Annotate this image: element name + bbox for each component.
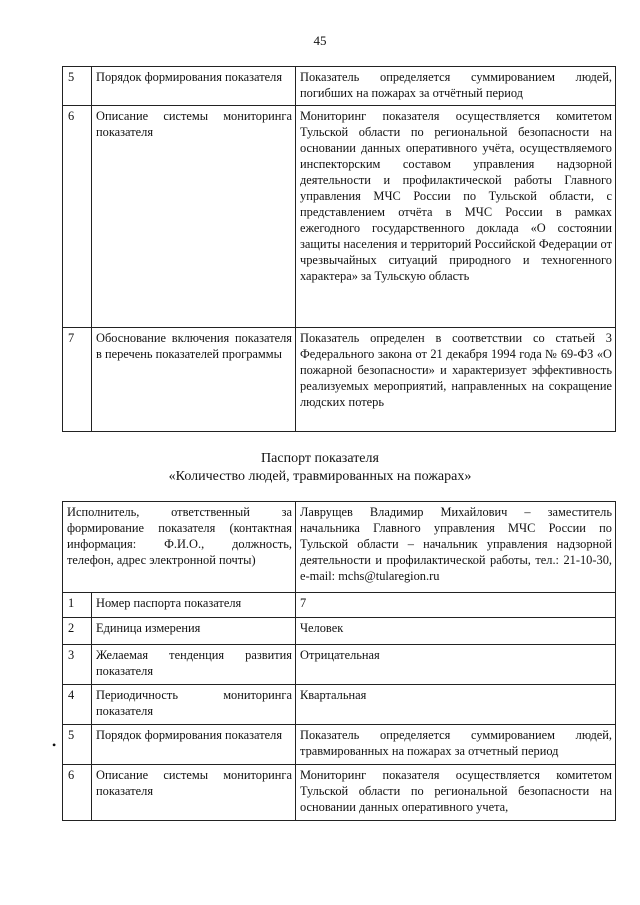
row-label: Номер паспорта показателя xyxy=(92,593,296,618)
row-label: Единица измерения xyxy=(92,618,296,645)
row-number: 6 xyxy=(63,765,92,821)
table-row xyxy=(63,593,616,618)
row-value: Отрицательная xyxy=(296,645,616,685)
row-value: Показатель определяется суммированием людей, погибших на пожарах за отчётный период xyxy=(296,67,616,106)
table-row xyxy=(63,502,616,593)
row-label: Описание системы мониторинга показателя xyxy=(92,765,296,821)
row-value: Мониторинг показателя осуществляется комитетом Тульской области по региональной безопасности на основании данных оперативного учёта, осуществляемого инспекторским составом управления надзорной деятельности и профилактической работы Главного управления МЧС России по Тульской области, с представлением отчёта в МЧС России в рамках ежегодного государственного доклада «О состоянии защиты населения и территорий Российской Федерации от чрезвычайных ситуаций природного и техногенного характера» за Тульскую область xyxy=(296,106,616,328)
top-indicator-table xyxy=(62,66,616,432)
table-row xyxy=(63,67,616,106)
row-value: Показатель определяется суммированием людей, травмированных на пожарах за отчетный период xyxy=(296,725,616,765)
row-label: Порядок формирования показателя xyxy=(92,67,296,106)
row-label: Описание системы мониторинга показателя xyxy=(92,106,296,328)
executor-value: Лаврущев Владимир Михайлович – заместитель начальника Главного управления МЧС России по Тульской области – начальник управления надзорной деятельности и профилактической работы, тел.: 21-10-30, e-mail: mchs@tularegion.ru xyxy=(296,502,616,593)
table-row xyxy=(63,645,616,685)
row-value: Квартальная xyxy=(296,685,616,725)
row-number: 1 xyxy=(63,593,92,618)
row-label: Обоснование включения показателя в перечень показателей программы xyxy=(92,328,296,432)
row-number: 4 xyxy=(63,685,92,725)
page-number: 45 xyxy=(313,33,327,48)
passport-title: Паспорт показателя xyxy=(261,451,379,466)
table-row xyxy=(63,685,616,725)
table-row xyxy=(63,765,616,821)
row-number: 6 xyxy=(63,106,92,328)
row-number: 5 xyxy=(63,725,92,765)
margin-mark: • xyxy=(52,738,57,752)
table-row xyxy=(63,725,616,765)
row-label: Порядок формирования показателя xyxy=(92,725,296,765)
table-row xyxy=(63,618,616,645)
table-row xyxy=(63,106,616,328)
row-value: Человек xyxy=(296,618,616,645)
row-value: Мониторинг показателя осуществляется комитетом Тульской области по региональной безопасности на основании данных оперативного учета, xyxy=(296,765,616,821)
row-number: 7 xyxy=(63,328,92,432)
row-number: 3 xyxy=(63,645,92,685)
passport-table xyxy=(62,501,616,821)
table-row xyxy=(63,328,616,432)
executor-label: Исполнитель, ответственный за формирование показателя (контактная информация: Ф.И.О., должность, телефон, адрес электронной почты) xyxy=(63,502,296,593)
row-number: 2 xyxy=(63,618,92,645)
row-value: 7 xyxy=(296,593,616,618)
row-value: Показатель определен в соответствии со статьей 3 Федерального закона от 21 декабря 1994 года № 69-ФЗ «О пожарной безопасности» и характеризует эффективность реализуемых мероприятий, направленных на сокращение людских потерь xyxy=(296,328,616,432)
passport-subtitle: «Количество людей, травмированных на пожарах» xyxy=(168,469,472,484)
row-number: 5 xyxy=(63,67,92,106)
row-label: Желаемая тенденция развития показателя xyxy=(92,645,296,685)
row-label: Периодичность мониторинга показателя xyxy=(92,685,296,725)
